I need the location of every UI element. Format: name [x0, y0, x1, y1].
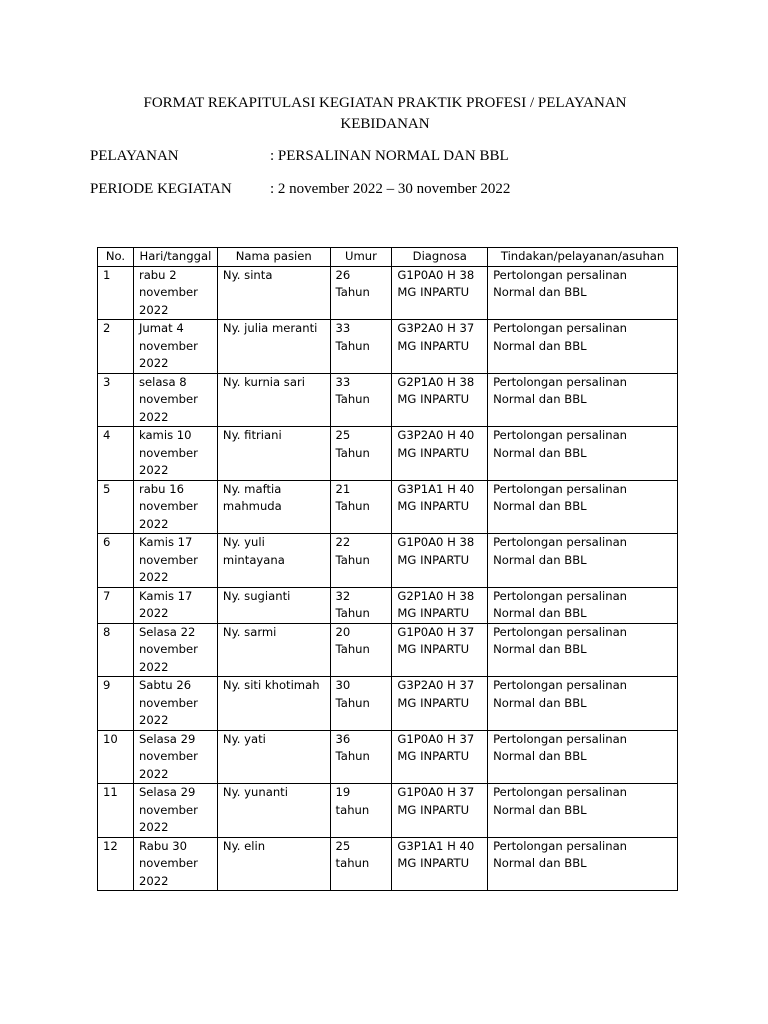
header-no: No. — [98, 248, 134, 267]
cell-diagnosis: G1P0A0 H 37 MG INPARTU — [392, 730, 488, 784]
cell-action: Pertolongan persalinan Normal dan BBL — [488, 837, 678, 891]
service-value: : PERSALINAN NORMAL DAN BBL — [270, 148, 509, 164]
cell-date: rabu 2 november 2022 — [133, 266, 217, 320]
cell-age: 32 Tahun — [330, 587, 392, 623]
cell-age: 26 Tahun — [330, 266, 392, 320]
cell-patient-name: Ny. fitriani — [217, 427, 330, 481]
cell-date: Selasa 22 november 2022 — [133, 623, 217, 677]
cell-action: Pertolongan persalinan Normal dan BBL — [488, 480, 678, 534]
cell-age: 36 Tahun — [330, 730, 392, 784]
cell-date: kamis 10 november 2022 — [133, 427, 217, 481]
cell-date: Jumat 4 november 2022 — [133, 320, 217, 374]
table-row — [98, 677, 678, 731]
cell-no: 3 — [98, 373, 134, 427]
cell-action: Pertolongan persalinan Normal dan BBL — [488, 534, 678, 588]
cell-no: 9 — [98, 677, 134, 731]
cell-date: selasa 8 november 2022 — [133, 373, 217, 427]
cell-patient-name: Ny. elin — [217, 837, 330, 891]
table-row — [98, 266, 678, 320]
cell-no: 10 — [98, 730, 134, 784]
cell-date: Selasa 29 november 2022 — [133, 784, 217, 838]
cell-patient-name: Ny. sinta — [217, 266, 330, 320]
cell-patient-name: Ny. julia meranti — [217, 320, 330, 374]
cell-age: 25 tahun — [330, 837, 392, 891]
cell-no: 5 — [98, 480, 134, 534]
cell-date: Sabtu 26 november 2022 — [133, 677, 217, 731]
cell-no: 8 — [98, 623, 134, 677]
cell-patient-name: Ny. kurnia sari — [217, 373, 330, 427]
cell-action: Pertolongan persalinan Normal dan BBL — [488, 266, 678, 320]
cell-no: 7 — [98, 587, 134, 623]
cell-age: 21 Tahun — [330, 480, 392, 534]
cell-patient-name: Ny. sarmi — [217, 623, 330, 677]
cell-date: Rabu 30 november 2022 — [133, 837, 217, 891]
table-body — [98, 266, 678, 891]
cell-diagnosis: G1P0A0 H 38 MG INPARTU — [392, 266, 488, 320]
cell-diagnosis: G3P2A0 H 37 MG INPARTU — [392, 677, 488, 731]
cell-action: Pertolongan persalinan Normal dan BBL — [488, 677, 678, 731]
cell-diagnosis: G3P2A0 H 40 MG INPARTU — [392, 427, 488, 481]
cell-age: 19 tahun — [330, 784, 392, 838]
cell-date: Selasa 29 november 2022 — [133, 730, 217, 784]
cell-diagnosis: G3P1A1 H 40 MG INPARTU — [392, 837, 488, 891]
cell-action: Pertolongan persalinan Normal dan BBL — [488, 373, 678, 427]
period-label: PERIODE KEGIATAN — [90, 181, 232, 197]
table-row — [98, 320, 678, 374]
cell-diagnosis: G2P1A0 H 38 MG INPARTU — [392, 373, 488, 427]
table-row — [98, 427, 678, 481]
cell-patient-name: Ny. yuli mintayana — [217, 534, 330, 588]
cell-no: 2 — [98, 320, 134, 374]
cell-no: 11 — [98, 784, 134, 838]
header-diagnosis: Diagnosa — [392, 248, 488, 267]
cell-no: 12 — [98, 837, 134, 891]
table-row — [98, 480, 678, 534]
cell-date: rabu 16 november 2022 — [133, 480, 217, 534]
cell-patient-name: Ny. yunanti — [217, 784, 330, 838]
table-row — [98, 373, 678, 427]
table-row — [98, 534, 678, 588]
cell-age: 22 Tahun — [330, 534, 392, 588]
header-date: Hari/tanggal — [133, 248, 217, 267]
recap-table — [97, 247, 678, 891]
period-value: : 2 november 2022 – 30 november 2022 — [270, 181, 511, 197]
cell-age: 33 Tahun — [330, 373, 392, 427]
table-header-row — [98, 248, 678, 267]
cell-action: Pertolongan persalinan Normal dan BBL — [488, 427, 678, 481]
header-age: Umur — [330, 248, 392, 267]
cell-diagnosis: G1P0A0 H 38 MG INPARTU — [392, 534, 488, 588]
cell-diagnosis: G1P0A0 H 37 MG INPARTU — [392, 784, 488, 838]
cell-age: 33 Tahun — [330, 320, 392, 374]
cell-diagnosis: G3P1A1 H 40 MG INPARTU — [392, 480, 488, 534]
cell-patient-name: Ny. siti khotimah — [217, 677, 330, 731]
table-row — [98, 837, 678, 891]
title-line-2: KEBIDANAN — [340, 116, 430, 132]
document-title — [100, 93, 670, 135]
service-label: PELAYANAN — [90, 148, 179, 164]
cell-no: 4 — [98, 427, 134, 481]
cell-patient-name: Ny. maftia mahmuda — [217, 480, 330, 534]
table-row — [98, 623, 678, 677]
cell-diagnosis: G3P2A0 H 37 MG INPARTU — [392, 320, 488, 374]
cell-action: Pertolongan persalinan Normal dan BBL — [488, 623, 678, 677]
cell-date: Kamis 17 november 2022 — [133, 534, 217, 588]
cell-no: 1 — [98, 266, 134, 320]
cell-age: 20 Tahun — [330, 623, 392, 677]
cell-action: Pertolongan persalinan Normal dan BBL — [488, 730, 678, 784]
table-row — [98, 784, 678, 838]
cell-action: Pertolongan persalinan Normal dan BBL — [488, 784, 678, 838]
cell-diagnosis: G1P0A0 H 37 MG INPARTU — [392, 623, 488, 677]
cell-age: 30 Tahun — [330, 677, 392, 731]
header-action: Tindakan/pelayanan/asuhan — [488, 248, 678, 267]
cell-diagnosis: G2P1A0 H 38 MG INPARTU — [392, 587, 488, 623]
cell-action: Pertolongan persalinan Normal dan BBL — [488, 587, 678, 623]
header-patient-name: Nama pasien — [217, 248, 330, 267]
service-row — [90, 148, 509, 165]
cell-patient-name: Ny. yati — [217, 730, 330, 784]
table-row — [98, 587, 678, 623]
title-line-1: FORMAT REKAPITULASI KEGIATAN PRAKTIK PROFESI / PELAYANAN — [143, 95, 627, 111]
cell-date: Kamis 17 2022 — [133, 587, 217, 623]
cell-patient-name: Ny. sugianti — [217, 587, 330, 623]
table-row — [98, 730, 678, 784]
cell-age: 25 Tahun — [330, 427, 392, 481]
cell-no: 6 — [98, 534, 134, 588]
period-row — [90, 181, 510, 198]
cell-action: Pertolongan persalinan Normal dan BBL — [488, 320, 678, 374]
